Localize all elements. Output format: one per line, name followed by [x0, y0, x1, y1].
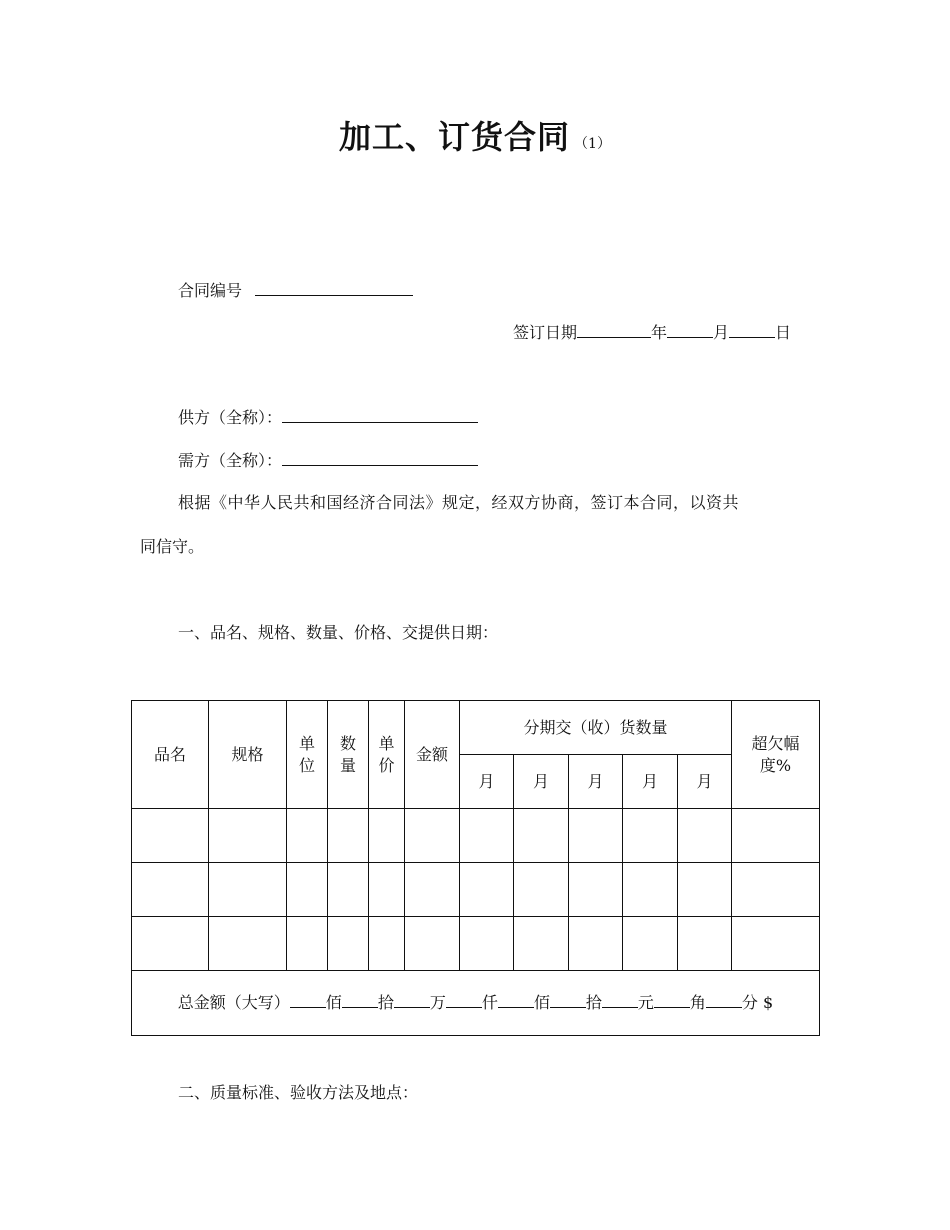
table-cell[interactable]	[405, 863, 460, 917]
goods-table	[131, 700, 820, 1036]
amount-blank[interactable]	[342, 993, 378, 1008]
currency-symbol: $	[763, 993, 774, 1012]
table-cell[interactable]	[287, 917, 328, 971]
amount-unit: 万	[429, 993, 446, 1012]
amount-unit: 元	[637, 993, 654, 1012]
table-cell[interactable]	[732, 809, 820, 863]
amount-unit: 拾	[377, 993, 394, 1012]
table-cell[interactable]	[678, 809, 732, 863]
contract-number-label: 合同编号	[178, 281, 243, 300]
header-installment: 分期交（收）货数量	[460, 701, 732, 755]
amount-unit: 仟	[481, 993, 498, 1012]
header-price: 单价	[369, 701, 405, 809]
sign-day-field[interactable]	[729, 323, 775, 338]
table-cell[interactable]	[287, 863, 328, 917]
contract-number-field[interactable]	[255, 281, 413, 296]
supplier-field[interactable]	[282, 408, 478, 423]
header-month: 月	[569, 755, 623, 809]
amount-blank[interactable]	[446, 993, 482, 1008]
table-cell[interactable]	[209, 863, 287, 917]
header-month: 月	[678, 755, 732, 809]
table-cell[interactable]	[623, 809, 678, 863]
table-cell[interactable]	[328, 809, 369, 863]
table-cell[interactable]	[460, 917, 514, 971]
table-cell[interactable]	[132, 917, 209, 971]
table-cell[interactable]	[569, 809, 623, 863]
header-month: 月	[623, 755, 678, 809]
table-row	[132, 809, 820, 863]
buyer-field[interactable]	[282, 451, 478, 466]
total-amount-row	[132, 971, 820, 1036]
buyer-label: 需方（全称）：	[178, 451, 283, 470]
section2-heading: 二、质量标准、验收方法及地点：	[178, 1083, 419, 1102]
document-title	[0, 112, 950, 158]
header-unit: 单位	[287, 701, 328, 809]
section1-heading: 一、品名、规格、数量、价格、交提供日期：	[178, 623, 499, 642]
amount-unit: 拾	[585, 993, 602, 1012]
table-cell[interactable]	[678, 863, 732, 917]
amount-blank[interactable]	[290, 993, 326, 1008]
sign-date-label: 签订日期	[513, 323, 578, 342]
table-cell[interactable]	[732, 917, 820, 971]
table-cell[interactable]	[209, 809, 287, 863]
table-cell[interactable]	[369, 917, 405, 971]
contract-number-row	[178, 278, 413, 301]
amount-blank[interactable]	[394, 993, 430, 1008]
sign-date-row	[513, 320, 791, 343]
table-row	[132, 863, 820, 917]
amount-unit: 分	[741, 993, 758, 1012]
table-cell[interactable]	[369, 863, 405, 917]
table-cell[interactable]	[132, 863, 209, 917]
header-spec: 规格	[209, 701, 287, 809]
buyer-row	[178, 448, 478, 471]
amount-unit: 佰	[533, 993, 550, 1012]
table-row	[132, 917, 820, 971]
table-cell[interactable]	[369, 809, 405, 863]
table-cell[interactable]	[623, 863, 678, 917]
table-cell[interactable]	[678, 917, 732, 971]
header-month: 月	[514, 755, 569, 809]
sign-day-label: 日	[775, 323, 792, 342]
header-variance: 超欠幅度%	[732, 701, 820, 809]
intro-line-1: 根据《中华人民共和国经济合同法》规定，经双方协商，签订本合同，以资共	[178, 493, 740, 512]
amount-blank[interactable]	[498, 993, 534, 1008]
amount-blank[interactable]	[550, 993, 586, 1008]
table-cell[interactable]	[569, 917, 623, 971]
table-cell[interactable]	[514, 809, 569, 863]
header-amount: 金额	[405, 701, 460, 809]
sign-year-label: 年	[651, 323, 668, 342]
amount-unit: 角	[689, 993, 706, 1012]
intro-line-2: 同信守。	[140, 537, 205, 556]
table-cell[interactable]	[405, 917, 460, 971]
table-cell[interactable]	[405, 809, 460, 863]
table-cell[interactable]	[287, 809, 328, 863]
supplier-row	[178, 405, 478, 428]
table-cell[interactable]	[514, 917, 569, 971]
supplier-label: 供方（全称）：	[178, 408, 283, 427]
amount-blank[interactable]	[602, 993, 638, 1008]
table-cell[interactable]	[460, 809, 514, 863]
header-month: 月	[460, 755, 514, 809]
amount-unit: 佰	[325, 993, 342, 1012]
table-cell[interactable]	[209, 917, 287, 971]
sign-year-field[interactable]	[577, 323, 651, 338]
header-name: 品名	[132, 701, 209, 809]
table-cell[interactable]	[460, 863, 514, 917]
table-cell[interactable]	[732, 863, 820, 917]
table-cell[interactable]	[569, 863, 623, 917]
table-cell[interactable]	[328, 917, 369, 971]
table-cell[interactable]	[623, 917, 678, 971]
table-cell[interactable]	[328, 863, 369, 917]
amount-blank[interactable]	[654, 993, 690, 1008]
title-main: 加工、订货合同	[339, 118, 571, 156]
amount-blank[interactable]	[706, 993, 742, 1008]
title-sub: （1）	[574, 136, 611, 152]
sign-month-field[interactable]	[667, 323, 713, 338]
header-qty: 数量	[328, 701, 369, 809]
table-cell[interactable]	[132, 809, 209, 863]
total-amount-label: 总金额（大写）	[177, 993, 290, 1012]
table-cell[interactable]	[514, 863, 569, 917]
sign-month-label: 月	[713, 323, 730, 342]
